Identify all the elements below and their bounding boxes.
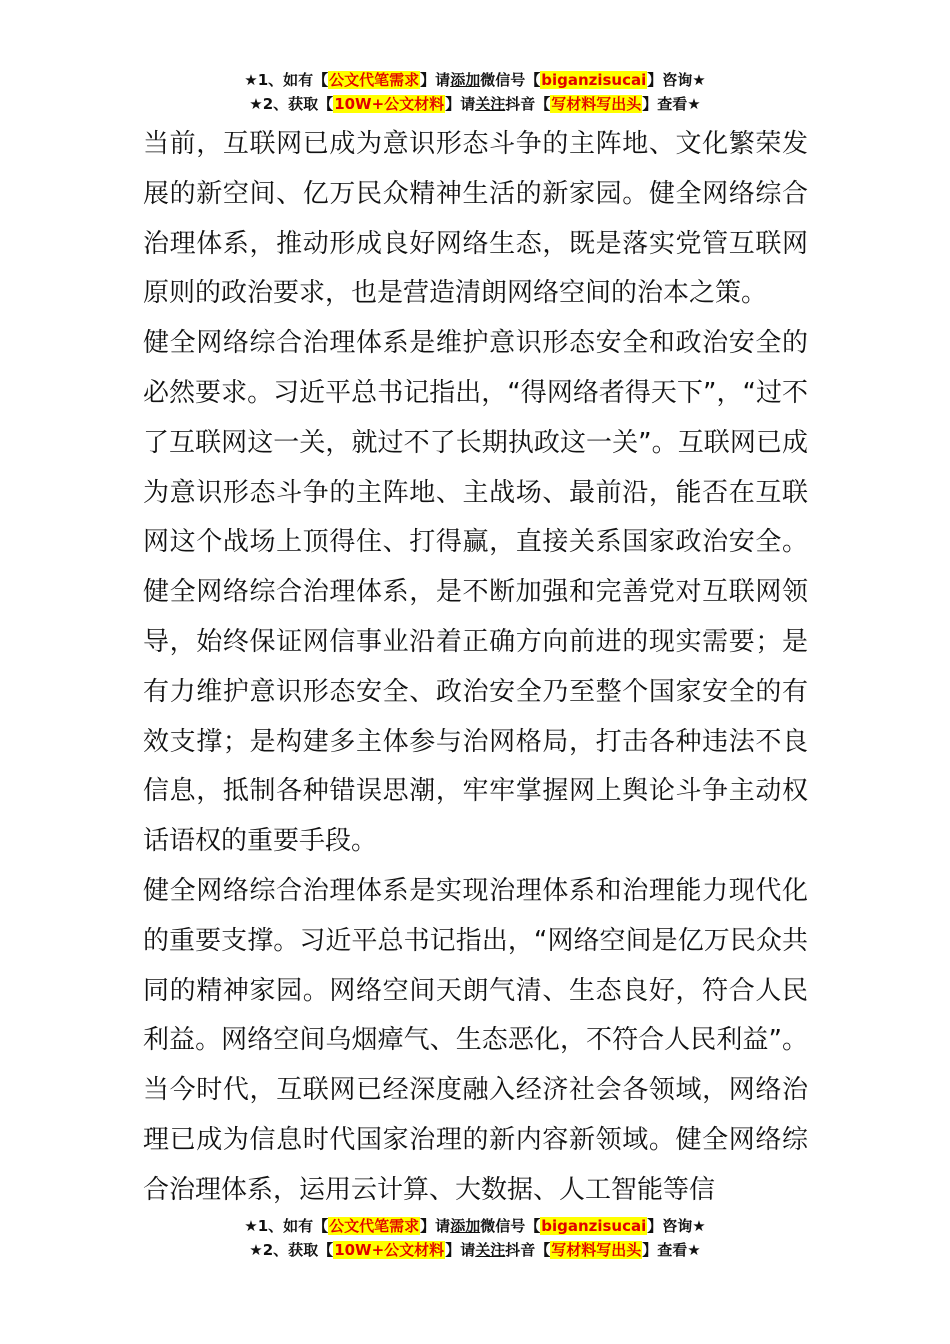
footer-line-1-text-2: 】请 bbox=[420, 1217, 451, 1235]
header-banner bbox=[0, 68, 950, 116]
header-highlight-ghostwriting: 公文代笔需求 bbox=[329, 71, 420, 89]
header-line-2-underlined: 关注 bbox=[475, 95, 506, 113]
footer-line-2-underlined: 关注 bbox=[475, 1241, 506, 1259]
header-line-2-text-2: 】请 bbox=[445, 95, 476, 113]
footer-line-1 bbox=[0, 1214, 950, 1238]
header-highlight-wechat-id: biganzisucai bbox=[541, 71, 647, 89]
footer-highlight-ghostwriting: 公文代笔需求 bbox=[329, 1217, 420, 1235]
header-highlight-materials: 10W+公文材料 bbox=[334, 95, 445, 113]
header-line-1-underlined: 添加 bbox=[450, 71, 481, 89]
footer-line-2-text-1: ★2、获取【 bbox=[249, 1241, 334, 1259]
header-line-1-text-3: 微信号【 bbox=[480, 71, 541, 89]
footer-highlight-douyin: 写材料写出头 bbox=[551, 1241, 642, 1259]
header-line-1-text-1: ★1、如有【 bbox=[244, 71, 329, 89]
paragraph-1: 当前，互联网已成为意识形态斗争的主阵地、文化繁荣发展的新空间、亿万民众精神生活的新家园。健全网络综合治理体系，推动形成良好网络生态，既是落实党管互联网原则的政治要求，也是营造清朗网络空间的治本之策。 bbox=[143, 129, 808, 309]
paragraph-2: 健全网络综合治理体系是维护意识形态安全和政治安全的必然要求。习近平总书记指出，“得网络者得天下”，“过不了互联网这一关，就过不了长期执政这一关”。互联网已成为意识形态斗争的主阵地、主战场、最前沿，能否在互联网这个战场上顶得住、打得赢，直接关系国家政治安全。健全网络综合治理体系，是不断加强和完善党对互联网领导，始终保证网信事业沿着正确方向前进的现实需要；是有力维护意识形态安全、政治安全乃至整个国家安全的有效支撑；是构建多主体参与治网格局，打击各种违法不良信息，抵制各种错误思潮，牢牢掌握网上舆论斗争主动权话语权的重要手段。 bbox=[143, 328, 808, 857]
header-line-2-text-3: 抖音【 bbox=[505, 95, 551, 113]
footer-banner bbox=[0, 1214, 950, 1262]
footer-line-1-underlined: 添加 bbox=[450, 1217, 481, 1235]
footer-highlight-materials: 10W+公文材料 bbox=[334, 1241, 445, 1259]
header-line-2 bbox=[0, 92, 950, 116]
paragraph-3: 健全网络综合治理体系是实现治理体系和治理能力现代化的重要支撑。习近平总书记指出，“网络空间是亿万民众共同的精神家园。网络空间天朗气清、生态良好，符合人民利益。网络空间乌烟瘴气、生态恶化，不符合人民利益”。当今时代，互联网已经深度融入经济社会各领域，网络治理已成为信息时代国家治理的新内容新领域。健全网络综合治理体系，运用云计算、大数据、人工智能等信 bbox=[143, 875, 808, 1205]
header-line-1-text-2: 】请 bbox=[420, 71, 451, 89]
header-line-2-text-1: ★2、获取【 bbox=[249, 95, 334, 113]
footer-highlight-wechat-id: biganzisucai bbox=[541, 1217, 647, 1235]
document-body bbox=[143, 120, 808, 1216]
footer-line-2-text-4: 】查看★ bbox=[642, 1241, 701, 1259]
header-line-1-text-4: 】咨询★ bbox=[647, 71, 706, 89]
header-line-1 bbox=[0, 68, 950, 92]
footer-line-2 bbox=[0, 1238, 950, 1262]
header-highlight-douyin: 写材料写出头 bbox=[551, 95, 642, 113]
footer-line-2-text-3: 抖音【 bbox=[505, 1241, 551, 1259]
footer-line-1-text-4: 】咨询★ bbox=[647, 1217, 706, 1235]
footer-line-1-text-3: 微信号【 bbox=[480, 1217, 541, 1235]
footer-line-2-text-2: 】请 bbox=[445, 1241, 476, 1259]
footer-line-1-text-1: ★1、如有【 bbox=[244, 1217, 329, 1235]
header-line-2-text-4: 】查看★ bbox=[642, 95, 701, 113]
